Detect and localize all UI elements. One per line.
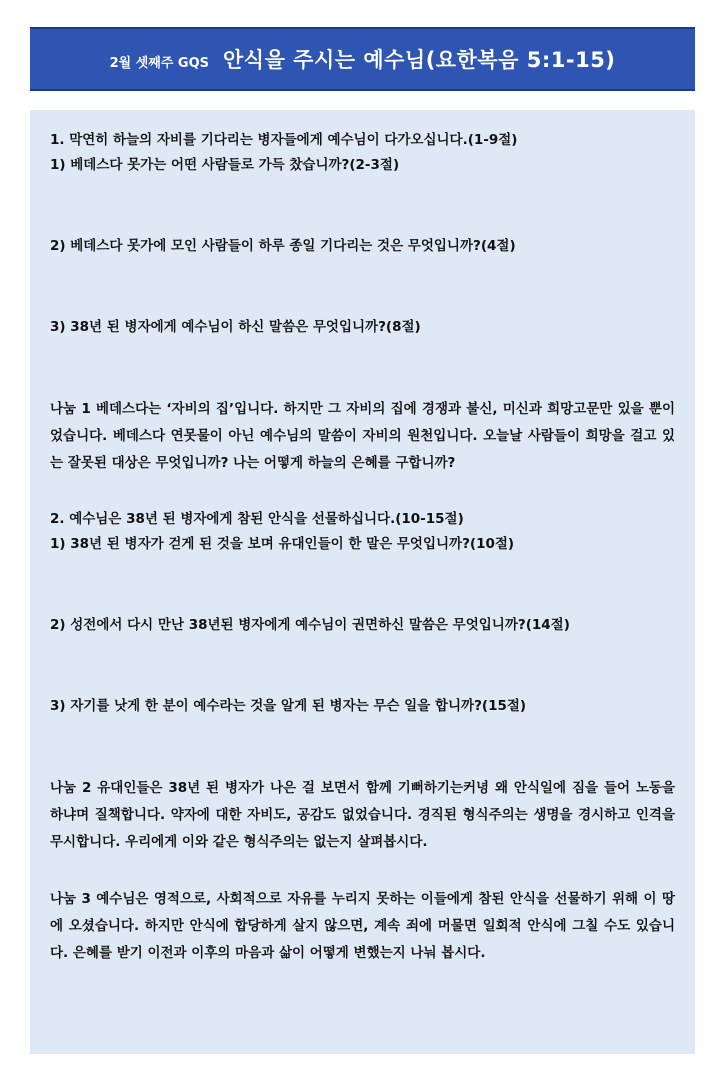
sharing-1: 나눔 1 베데스다는 ‘자비의 집’입니다. 하지만 그 자비의 집에 경쟁과 불신, 미신과 희망고문만 있을 뿐이었습니다. 베데스다 연못물이 아닌 예수님의 말씀이 자비의 원천입니다. 오늘날 사람들이 희망을 걸고 있는 잘못된 대상은 무엇입니까? 나는 어떻게 하늘의 은혜를 구합니까? (50, 401, 675, 471)
sharing-3: 나눔 3 예수님은 영적으로, 사회적으로 자유를 누리지 못하는 이들에게 참된 안식을 선물하기 위해 이 땅에 오셨습니다. 하지만 안식에 합당하게 살지 않으면, 계속 죄에 머물면 일회적 안식에 그칠 수도 있습니다. 은혜를 받기 이전과 이후의 마음과 삶이 어떻게 변했는지 나눠 봅시다. (50, 891, 675, 961)
section2-question-2: 2) 성전에서 다시 만난 38년된 병자에게 예수님이 권면하신 말씀은 무엇입니까?(14절) (50, 617, 570, 633)
section1-question-1: 1) 베데스다 못가는 어떤 사람들로 가득 찼습니까?(2-3절) (50, 157, 400, 173)
week-label: 2월 셋째주 GQS (109, 55, 209, 71)
section1-heading: 1. 막연히 하늘의 자비를 기다리는 병자들에게 예수님이 다가오십니다.(1-9절) (50, 132, 518, 148)
title-banner (30, 27, 695, 91)
section2-question-1: 1) 38년 된 병자가 걷게 된 것을 보며 유대인들이 한 말은 무엇입니까?(10절) (50, 536, 515, 552)
section2-question-3: 3) 자기를 낫게 한 분이 예수라는 것을 알게 된 병자는 무슨 일을 합니까?(15절) (50, 698, 527, 714)
page-title: 안식을 주시는 예수님(요한복음 5:1-15) (223, 48, 616, 72)
section1-question-2: 2) 베데스다 못가에 모인 사람들이 하루 종일 기다리는 것은 무엇입니까?(4절) (50, 238, 516, 254)
sharing-2: 나눔 2 유대인들은 38년 된 병자가 나은 걸 보면서 함께 기뻐하기는커녕 왜 안식일에 짐을 들어 노동을 하냐며 질책합니다. 약자에 대한 자비도, 공감도 없었습니다. 경직된 형식주의는 생명을 경시하고 인격을 무시합니다. 우리에게 이와 같은 형식주의는 없는지 살펴봅시다. (50, 780, 675, 850)
section1-question-3: 3) 38년 된 병자에게 예수님이 하신 말씀은 무엇입니까?(8절) (50, 319, 421, 335)
section2-heading: 2. 예수님은 38년 된 병자에게 참된 안식을 선물하십니다.(10-15절) (50, 511, 464, 527)
worksheet-panel (30, 110, 695, 1054)
